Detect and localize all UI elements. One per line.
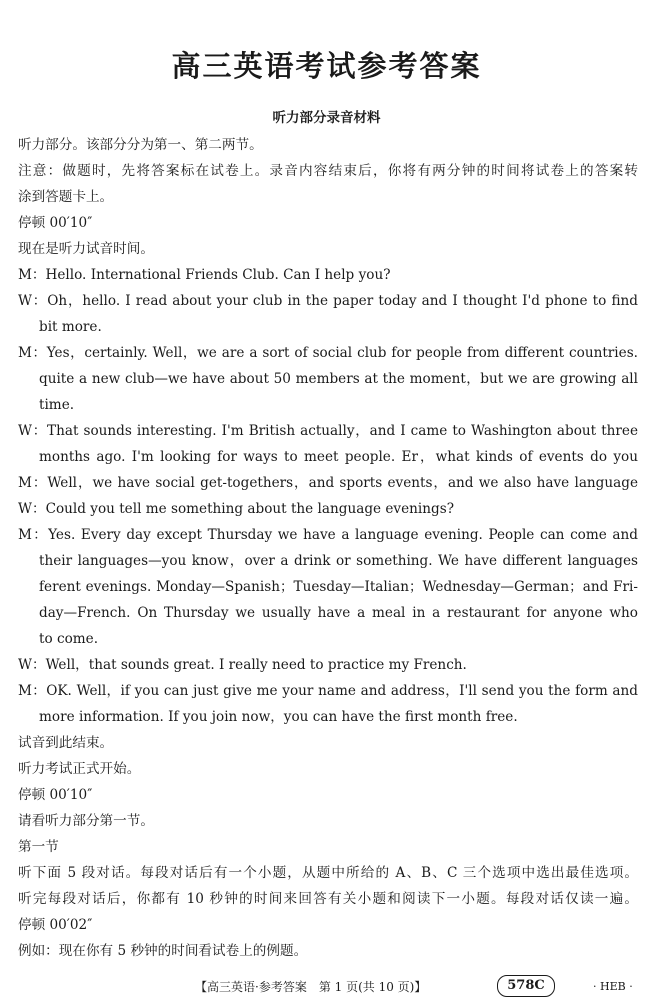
text-line: M：Hello. International Friends Club. Can I help you? <box>18 267 391 283</box>
text-line: 停顿 00′10″ <box>18 787 93 803</box>
text-line: bit more. <box>39 319 102 335</box>
page-title: 高三英语考试参考答案 <box>171 49 482 83</box>
footer-page-info: 【高三英语·参考答案 第 1 页(共 10 页)】 <box>195 980 427 994</box>
footer-exam-code: 578C <box>497 975 555 997</box>
transcript-body <box>18 132 638 964</box>
text-line: 例如：现在你有 5 秒钟的时间看试卷上的例题。 <box>18 943 308 959</box>
text-line: ferent evenings. Monday—Spanish；Tuesday—Italian；Wednesday—German；and Fri- <box>39 579 638 595</box>
text-line: time. <box>39 397 75 413</box>
page-footer <box>0 972 653 1002</box>
text-line: M：Yes. Every day except Thursday we have a language evening. People can come and <box>18 527 638 543</box>
text-line: M：Yes，certainly. Well，we are a sort of social club for people from different countries. <box>18 345 638 361</box>
text-line: 听下面 5 段对话。每段对话后有一个小题，从题中所给的 A、B、C 三个选项中选出最佳选项。 <box>18 865 638 881</box>
footer-mark: · HEB · <box>593 980 633 993</box>
text-line: 听完每段对话后，你都有 10 秒钟的时间来回答有关小题和阅读下一小题。每段对话仅读一遍。 <box>18 891 638 907</box>
text-line: 现在是听力试音时间。 <box>18 241 154 257</box>
text-line: W：Could you tell me something about the language evenings? <box>18 501 454 517</box>
text-line: day—French. On Thursday we usually have a meal in a restaurant for anyone who <box>39 605 638 621</box>
text-line: 第一节 <box>18 839 59 855</box>
section-subtitle: 听力部分录音材料 <box>272 110 381 126</box>
text-line: their languages—you know，over a drink or something. We have different languages <box>39 553 638 569</box>
text-line: W：Oh，hello. I read about your club in the paper today and I thought I'd phone to find <box>18 293 638 309</box>
text-line: more information. If you join now，you can have the first month free. <box>39 709 518 725</box>
text-line: 停顿 00′02″ <box>18 917 93 933</box>
text-line: 听力考试正式开始。 <box>18 761 141 777</box>
text-line: to come. <box>39 631 99 647</box>
text-line: M：OK. Well，if you can just give me your name and address，I'll send you the form and <box>18 683 638 699</box>
text-line: 请看听力部分第一节。 <box>18 813 154 829</box>
text-line: W：Well，that sounds great. I really need to practice my French. <box>18 657 467 673</box>
text-line: 注意：做题时，先将答案标在试卷上。录音内容结束后，你将有两分钟的时间将试卷上的答案转 <box>18 163 638 179</box>
text-line: W：That sounds interesting. I'm British actually，and I came to Washington about three <box>18 423 638 439</box>
text-line: 停顿 00′10″ <box>18 215 93 231</box>
text-line: 涂到答题卡上。 <box>18 189 114 205</box>
text-line: M：Well，we have social get-togethers，and sports events，and we also have language <box>18 475 638 491</box>
text-line: 试音到此结束。 <box>18 735 114 751</box>
text-line: 听力部分。该部分分为第一、第二两节。 <box>18 137 263 153</box>
text-line: quite a new club—we have about 50 members at the moment，but we are growing all <box>39 371 638 387</box>
text-line: months ago. I'm looking for ways to meet people. Er，what kinds of events do you <box>39 449 638 465</box>
